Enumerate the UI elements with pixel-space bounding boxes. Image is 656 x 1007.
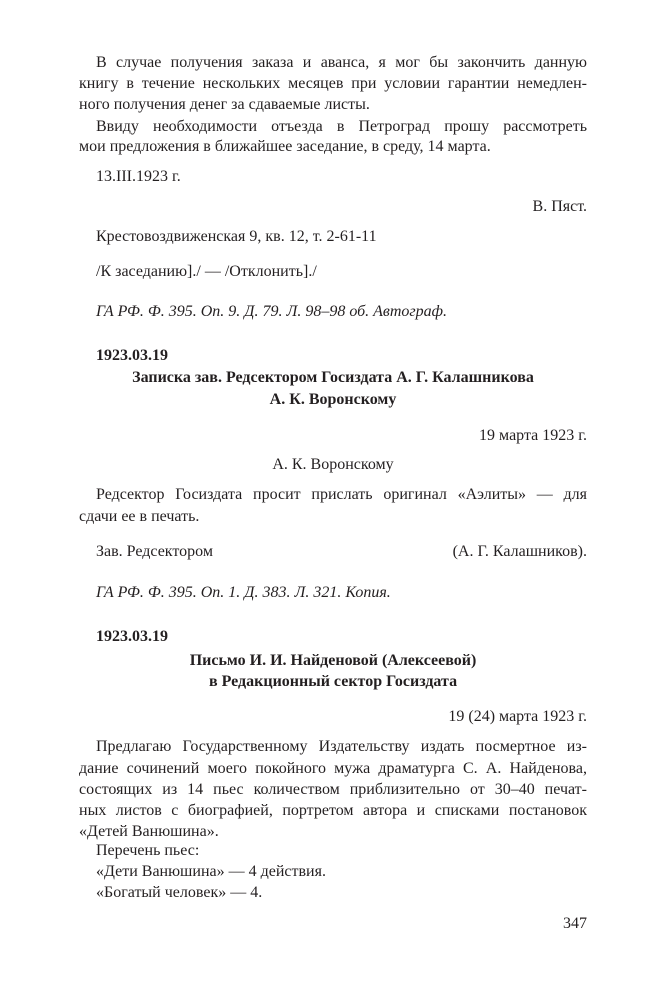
document-title: А. К. Воронскому — [269, 391, 397, 408]
paragraph-line: Редсектор Госиздата просит прислать оригинал «Аэлиты» — для — [96, 486, 587, 503]
resolution: /К заседанию]./ — /Отклонить]./ — [96, 263, 317, 280]
letter-date: 13.III.1923 г. — [96, 168, 181, 185]
list-intro: Перечень пьес: — [96, 842, 200, 859]
archive-source: ГА РФ. Ф. 395. Оп. 9. Д. 79. Л. 98–98 об. Автограф. — [96, 303, 448, 320]
letter-date: 19 (24) марта 1923 г. — [448, 708, 587, 725]
letter-date: 19 марта 1923 г. — [479, 427, 587, 444]
list-item: «Дети Ванюшина» — 4 действия. — [96, 863, 326, 880]
document-title: Письмо И. И. Найденовой (Алексеевой) — [189, 652, 477, 669]
signature-role: Зав. Редсектором — [96, 543, 213, 560]
addressee: А. К. Воронскому — [272, 456, 394, 473]
date-code-heading: 1923.03.19 — [96, 628, 168, 645]
signature-name: (А. Г. Калашников). — [452, 543, 587, 560]
signature: В. Пяст. — [532, 198, 587, 215]
document-title: в Редакционный сектор Госиздата — [208, 673, 458, 690]
paragraph-line: Предлагаю Государственному Издательству издать посмертное из- — [96, 738, 587, 755]
paragraph-line: Ввиду необходимости отъезда в Петроград прошу рассмотреть — [96, 118, 587, 135]
paragraph-line: ных листов с биографией, портретом автора и списками постановок — [79, 802, 587, 819]
address: Крестовоздвиженская 9, кв. 12, т. 2-61-11 — [96, 228, 377, 245]
document-title: Записка зав. Редсектором Госиздата А. Г. Калашникова — [132, 369, 534, 386]
paragraph-line: дание сочинений моего покойного мужа драматурга С. А. Найденова, — [79, 760, 587, 777]
list-item: «Богатый человек» — 4. — [96, 884, 263, 901]
paragraph-line: состоящих из 14 пьес количеством приблизительно от 30–40 печат- — [79, 781, 587, 798]
paragraph-line: В случае получения заказа и аванса, я мог бы закончить данную — [96, 54, 587, 71]
page-number: 347 — [563, 915, 587, 932]
date-code-heading: 1923.03.19 — [96, 347, 168, 364]
paragraph-line: ного получения денег за сдаваемые листы. — [79, 96, 370, 113]
paragraph-line: «Детей Ванюшина». — [79, 823, 219, 840]
archive-source: ГА РФ. Ф. 395. Оп. 1. Д. 383. Л. 321. Копия. — [96, 584, 391, 601]
paragraph-line: книгу в течение нескольких месяцев при условии гарантии немедлен- — [79, 75, 587, 92]
paragraph-line: сдачи ее в печать. — [79, 508, 200, 525]
paragraph-line: мои предложения в ближайшее заседание, в среду, 14 марта. — [79, 138, 491, 155]
